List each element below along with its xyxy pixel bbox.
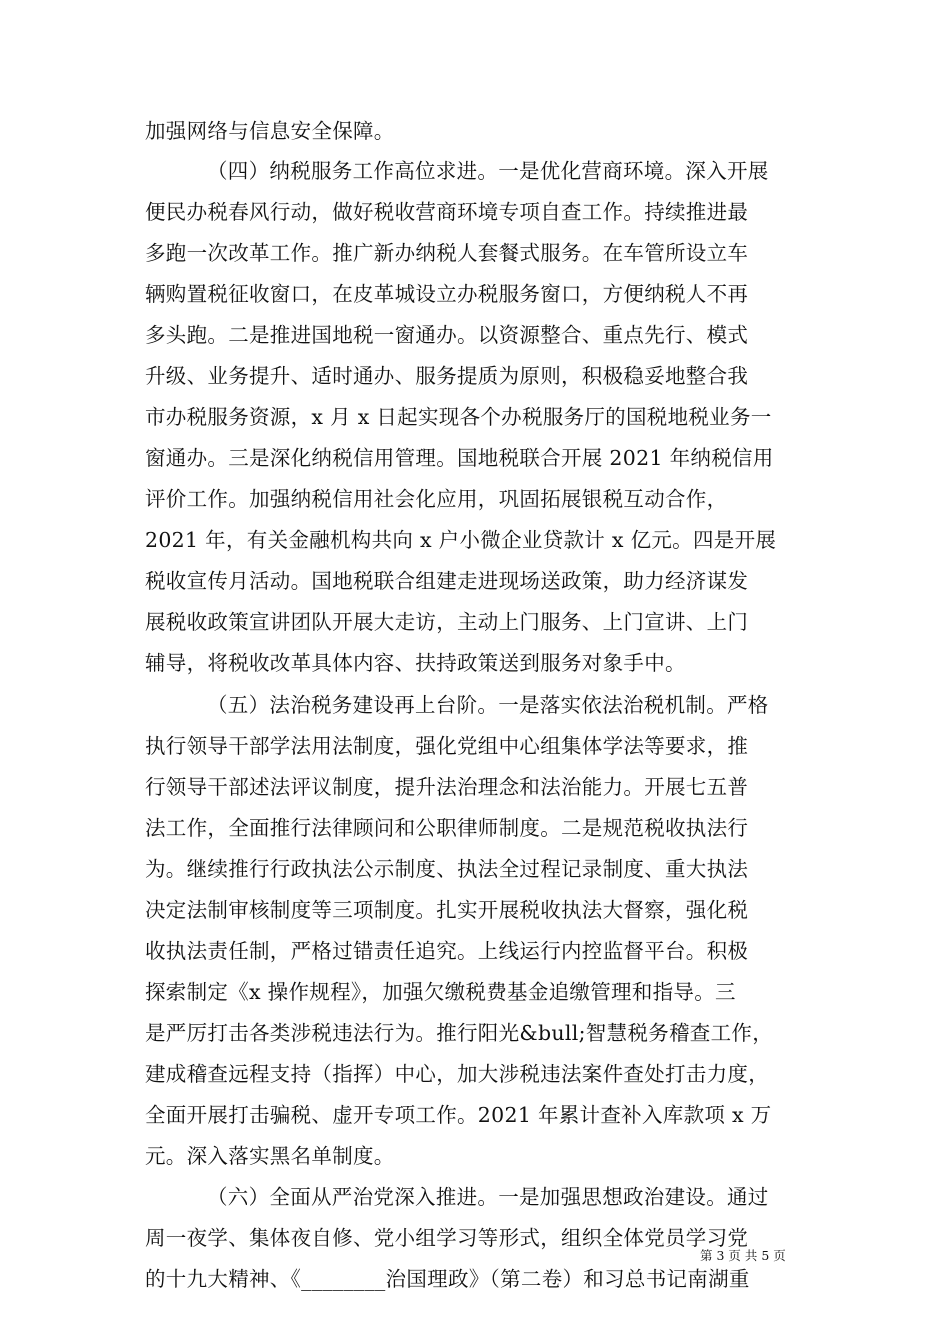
text-line: 辅导，将税收改革具体内容、扶持政策送到服务对象手中。 (145, 651, 686, 675)
text-line: （五）法治税务建设再上台阶。一是落实依法治税机制。严格 (207, 693, 769, 717)
text-line: 周一夜学、集体夜自修、党小组学习等形式，组织全体党员学习党 (145, 1226, 749, 1250)
text-line: 决定法制审核制度等三项制度。扎实开展税收执法大督察，强化税 (145, 898, 749, 922)
page-number-footer: 第 3 页 共 5 页 (700, 1248, 786, 1263)
text-line: 展税收政策宣讲团队开展大走访，主动上门服务、上门宣讲、上门 (145, 610, 749, 634)
text-line: 为。继续推行行政执法公示制度、执法全过程记录制度、重大执法 (145, 857, 749, 881)
text-line: 升级、业务提升、适时通办、服务提质为原则，积极稳妥地整合我 (145, 364, 749, 388)
text-line: 元。深入落实黑名单制度。 (145, 1144, 395, 1168)
text-line: 的十九大精神、《________治国理政》（第二卷）和习总书记南湖重 (145, 1267, 750, 1291)
text-line: 便民办税春风行动，做好税收营商环境专项自查工作。持续推进最 (145, 200, 749, 224)
text-line: 法工作，全面推行法律顾问和公职律师制度。二是规范税收执法行 (145, 816, 749, 840)
text-line: 2021 年，有关金融机构共向 x 户小微企业贷款计 x 亿元。四是开展 (145, 528, 777, 552)
text-line: 税收宣传月活动。国地税联合组建走进现场送政策，助力经济谋发 (145, 569, 749, 593)
text-line: 行领导干部述法评议制度，提升法治理念和法治能力。开展七五普 (145, 775, 749, 799)
text-line: 窗通办。三是深化纳税信用管理。国地税联合开展 2021 年纳税信用 (145, 446, 774, 470)
text-line: 建成稽查远程支持（指挥）中心，加大涉税违法案件查处打击力度， (145, 1062, 769, 1086)
text-line: 辆购置税征收窗口，在皮革城设立办税服务窗口，方便纳税人不再 (145, 282, 749, 306)
text-line: 是严厉打击各类涉税违法行为。推行阳光&bull;智慧税务稽查工作， (145, 1021, 773, 1045)
text-line: 评价工作。加强纳税信用社会化应用，巩固拓展银税互动合作， (145, 487, 728, 511)
text-line: 执行领导干部学法用法制度，强化党组中心组集体学法等要求，推 (145, 734, 749, 758)
text-line: 探索制定《x 操作规程》，加强欠缴税费基金追缴管理和指导。三 (145, 980, 736, 1004)
text-line: （六）全面从严治党深入推进。一是加强思想政治建设。通过 (207, 1185, 769, 1209)
text-line: 多跑一次改革工作。推广新办纳税人套餐式服务。在车管所设立车 (145, 241, 749, 265)
text-line: 加强网络与信息安全保障。 (145, 119, 395, 143)
text-line: 市办税服务资源，x 月 x 日起实现各个办税服务厅的国税地税业务一 (145, 405, 772, 429)
text-line: 多头跑。二是推进国地税一窗通办。以资源整合、重点先行、模式 (145, 323, 749, 347)
text-line: （四）纳税服务工作高位求进。一是优化营商环境。深入开展 (207, 159, 769, 183)
text-line: 全面开展打击骗税、虚开专项工作。2021 年累计查补入库款项 x 万 (145, 1103, 772, 1127)
text-line: 收执法责任制，严格过错责任追究。上线运行内控监督平台。积极 (145, 939, 749, 963)
